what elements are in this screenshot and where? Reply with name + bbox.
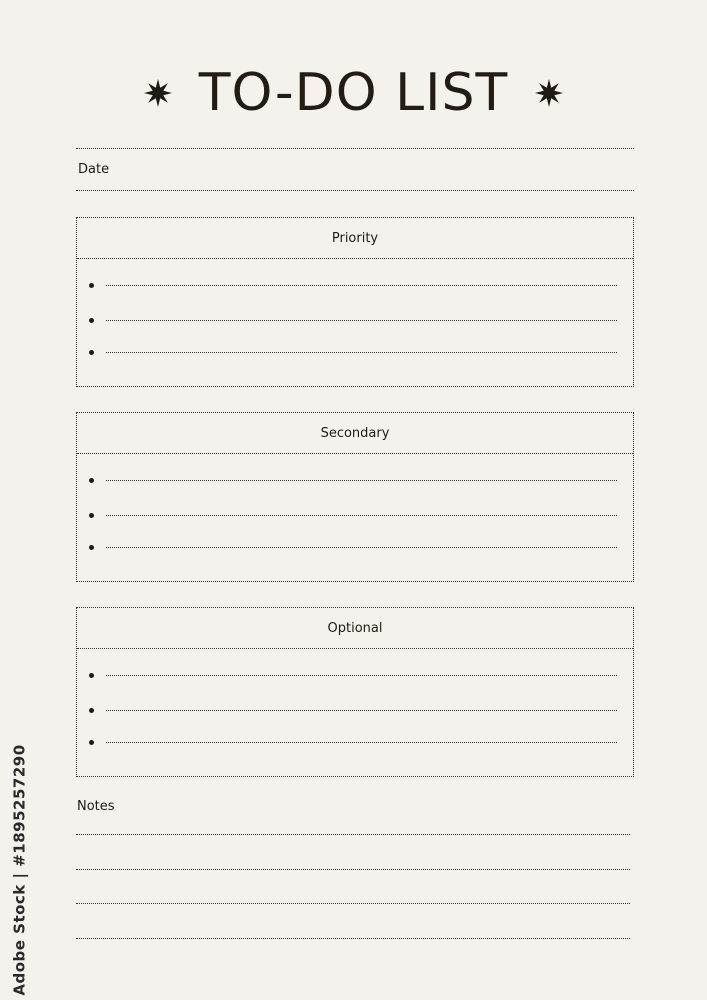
section-secondary [76, 412, 634, 582]
priority-item-3[interactable] [89, 349, 617, 359]
notes-label: Notes [77, 799, 115, 814]
page-title: TO-DO LIST [198, 63, 509, 123]
star-right-icon [534, 78, 564, 108]
notes-line-4[interactable] [76, 938, 630, 939]
item-line [106, 515, 617, 516]
bullet-icon [89, 740, 94, 745]
priority-item-1[interactable] [89, 282, 617, 292]
bullet-icon [89, 545, 94, 550]
secondary-item-1[interactable] [89, 477, 617, 487]
item-line [106, 742, 617, 743]
bullet-icon [89, 478, 94, 483]
item-line [106, 352, 617, 353]
bullet-icon [89, 708, 94, 713]
stock-watermark [8, 744, 32, 996]
optional-item-3[interactable] [89, 739, 617, 749]
section-header: Priority [77, 218, 633, 259]
title-row [0, 58, 707, 128]
notes-line-1[interactable] [76, 834, 630, 835]
secondary-item-3[interactable] [89, 544, 617, 554]
priority-item-2[interactable] [89, 317, 617, 327]
notes-line-2[interactable] [76, 869, 630, 870]
bullet-icon [89, 283, 94, 288]
item-line [106, 675, 617, 676]
item-line [106, 320, 617, 321]
item-line [106, 480, 617, 481]
section-optional [76, 607, 634, 777]
star-left-icon [143, 78, 173, 108]
section-priority [76, 217, 634, 387]
bullet-icon [89, 318, 94, 323]
secondary-item-2[interactable] [89, 512, 617, 522]
date-label: Date [78, 162, 110, 177]
optional-item-2[interactable] [89, 707, 617, 717]
notes-line-3[interactable] [76, 903, 630, 904]
item-line [106, 710, 617, 711]
watermark-text: Adobe Stock | #1895257290 [11, 744, 30, 996]
bullet-icon [89, 350, 94, 355]
date-top-rule [76, 148, 634, 149]
optional-item-1[interactable] [89, 672, 617, 682]
bullet-icon [89, 673, 94, 678]
section-header: Secondary [77, 413, 633, 454]
date-field[interactable] [76, 190, 634, 191]
section-header: Optional [77, 608, 633, 649]
item-line [106, 547, 617, 548]
item-line [106, 285, 617, 286]
bullet-icon [89, 513, 94, 518]
